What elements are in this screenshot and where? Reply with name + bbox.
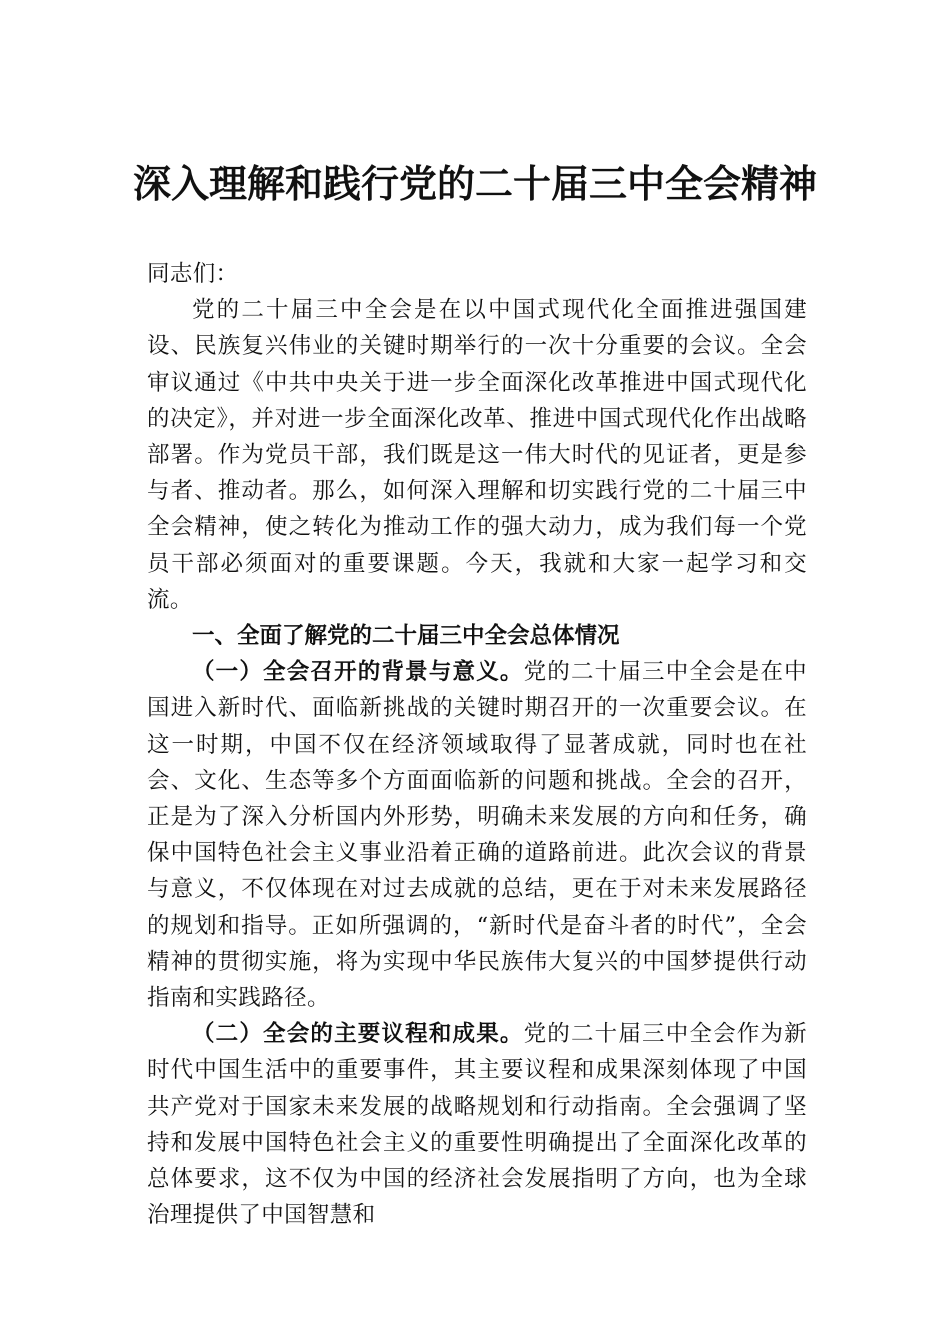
paragraph-2 (147, 1016, 807, 1233)
salutation: 同志们： (147, 261, 239, 287)
paragraph-1-subheading: （一）全会召开的背景与意义。 (192, 659, 524, 686)
document-body (147, 256, 807, 1233)
paragraph-1-text: 党的二十届三中全会是在中国进入新时代、面临新挑战的关键时期召开的一次重要会议。在这一时期，中国不仅在经济领域取得了显著成就，同时也在社会、文化、生态等多个方面面临新的问题和挑战。全会的召开，正是为了深入分析国内外形势，明确未来发展的方向和任务，确保中国特色社会主义事业沿着正确的道路前进。此次会议的背景与意义，不仅体现在对过去成就的总结，更在于对未来发展路径的规划和指导。正如所强调的，“新时代是奋斗者的时代”，全会精神的贯彻实施，将为实现中华民族伟大复兴的中国梦提供行动指南和实践路径。 (147, 659, 808, 1012)
paragraph-1 (147, 654, 807, 1016)
document-title: 深入理解和践行党的二十届三中全会精神 (132, 161, 817, 206)
paragraph-2-text: 党的二十届三中全会作为新时代中国生活中的重要事件，其主要议程和成果深刻体现了中国共产党对于国家未来发展的战略规划和行动指南。全会强调了坚持和发展中国特色社会主义的重要性明确提出了全面深化改革的总体要求，这不仅为中国的经济社会发展指明了方向，也为全球治理提供了中国智慧和 (147, 1021, 808, 1229)
intro-paragraph: 党的二十届三中全会是在以中国式现代化全面推进强国建设、民族复兴伟业的关键时期举行的一次十分重要的会议。全会审议通过《中共中央关于进一步全面深化改革推进中国式现代化的决定》，并对进一步全面深化改革、推进中国式现代化作出战略部署。作为党员干部，我们既是这一伟大时代的见证者，更是参与者、推动者。那么，如何深入理解和切实践行党的二十届三中全会精神，使之转化为推动工作的强大动力，成为我们每一个党员干部必须面对的重要课题。今天，我就和大家一起学习和交流。 (147, 297, 807, 613)
section-heading-1: 一、全面了解党的二十届三中全会总体情况 (192, 623, 620, 650)
paragraph-2-subheading: （二）全会的主要议程和成果。 (192, 1021, 524, 1048)
